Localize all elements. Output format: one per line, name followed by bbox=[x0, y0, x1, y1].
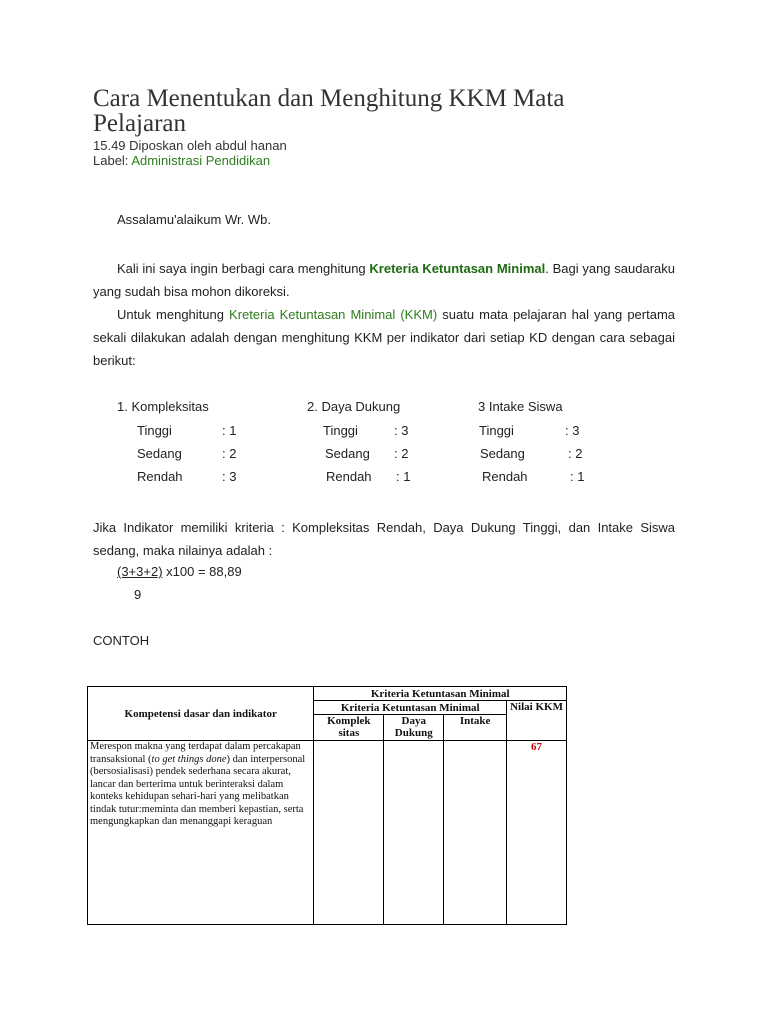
p1-text-before: Kali ini saya ingin berbagi cara menghitung bbox=[117, 261, 370, 276]
daya-cell bbox=[384, 741, 444, 925]
desc-part-1: Merespon makna yang terdapat dalam percakapan transaksional ( bbox=[90, 741, 301, 765]
criteria-3-row-label: Rendah bbox=[482, 469, 528, 484]
label-link[interactable]: Administrasi Pendidikan bbox=[131, 153, 271, 168]
contoh-heading: CONTOH bbox=[93, 633, 150, 648]
criteria-1-row-value: : 3 bbox=[222, 469, 237, 484]
nilai-kkm-header: Nilai KKM bbox=[507, 701, 567, 741]
criteria-3-row-label: Sedang bbox=[480, 446, 525, 461]
kkm-top-header: Kriteria Ketuntasan Minimal bbox=[314, 687, 567, 701]
formula bbox=[117, 564, 242, 579]
paragraph-2 bbox=[93, 303, 675, 372]
greeting: Assalamu'alaikum Wr. Wb. bbox=[117, 212, 271, 227]
criteria-3-row-label: Tinggi bbox=[479, 423, 514, 438]
criteria-2-row-value: : 1 bbox=[396, 469, 411, 484]
criteria-heading-intake: 3 Intake Siswa bbox=[478, 399, 563, 414]
kd-description bbox=[88, 741, 314, 925]
desc-part-2: ) dan interpersonal (bersosialisasi) pendek sederhana secara akurat, lancar dan berterima untuk berinteraksi dalam konteks kehidupan sehari-hari yang melibatkan tindak tutur:meminta dan memberi kepastian, serta mengungkapkan dan menanggapi keraguan bbox=[90, 753, 306, 827]
komplek-column-header: Komplek sitas bbox=[314, 715, 384, 741]
example-paragraph: Jika Indikator memiliki kriteria : Kompleksitas Rendah, Daya Dukung Tinggi, dan Intake Siswa sedang, maka nilainya adalah : bbox=[93, 520, 675, 558]
formula-rest: x100 = 88,89 bbox=[162, 564, 242, 579]
formula-denominator: 9 bbox=[134, 587, 142, 602]
label-prefix: Label: bbox=[93, 153, 132, 168]
kkm-sub-header: Kriteria Ketuntasan Minimal bbox=[314, 701, 507, 715]
criteria-2-row-label: Sedang bbox=[325, 446, 370, 461]
intake-column-header: Intake bbox=[444, 715, 507, 741]
criteria-1-row-label: Rendah bbox=[137, 469, 183, 484]
desc-italic: to get things done bbox=[151, 753, 227, 765]
criteria-3-row-value: : 1 bbox=[570, 469, 585, 484]
criteria-3-row-value: : 2 bbox=[568, 446, 583, 461]
criteria-heading-kompleksitas: 1. Kompleksitas bbox=[117, 399, 209, 414]
criteria-1-row-label: Sedang bbox=[137, 446, 182, 461]
post-label bbox=[93, 153, 270, 168]
criteria-2-row-label: Rendah bbox=[326, 469, 372, 484]
p1-highlight: Kreteria Ketuntasan Minimal bbox=[369, 261, 546, 276]
p1-text-after: . Bagi yang saudaraku yang sudah bisa mohon dikoreksi. bbox=[93, 261, 675, 299]
page-title: Cara Menentukan dan Menghitung KKM Mata Pelajaran bbox=[93, 85, 565, 137]
criteria-1-row-value: : 2 bbox=[222, 446, 237, 461]
criteria-3-row-value: : 3 bbox=[565, 423, 580, 438]
komplek-cell bbox=[314, 741, 384, 925]
daya-column-header: Daya Dukung bbox=[384, 715, 444, 741]
p2-text-before: Untuk menghitung bbox=[117, 307, 230, 322]
nilai-cell: 67 bbox=[507, 741, 567, 925]
paragraph-1 bbox=[93, 257, 675, 303]
kd-column-header: Kompetensi dasar dan indikator bbox=[88, 687, 314, 741]
criteria-1-row-label: Tinggi bbox=[137, 423, 172, 438]
p2-link[interactable]: Kreteria Ketuntasan Minimal (KKM) bbox=[229, 307, 438, 322]
kkm-table bbox=[87, 686, 567, 925]
criteria-2-row-value: : 2 bbox=[394, 446, 409, 461]
criteria-heading-daya-dukung: 2. Daya Dukung bbox=[307, 399, 401, 414]
criteria-1-row-value: : 1 bbox=[222, 423, 237, 438]
intake-cell bbox=[444, 741, 507, 925]
criteria-2-row-value: : 3 bbox=[394, 423, 409, 438]
criteria-2-row-label: Tinggi bbox=[323, 423, 358, 438]
post-meta: 15.49 Diposkan oleh abdul hanan bbox=[93, 138, 287, 153]
formula-numerator: (3+3+2) bbox=[117, 564, 163, 579]
p2-text-after: suatu mata pelajaran hal yang pertama sekali dilakukan adalah dengan menghitung KKM per indikator dari setiap KD dengan cara sebagai berikut: bbox=[93, 307, 676, 368]
